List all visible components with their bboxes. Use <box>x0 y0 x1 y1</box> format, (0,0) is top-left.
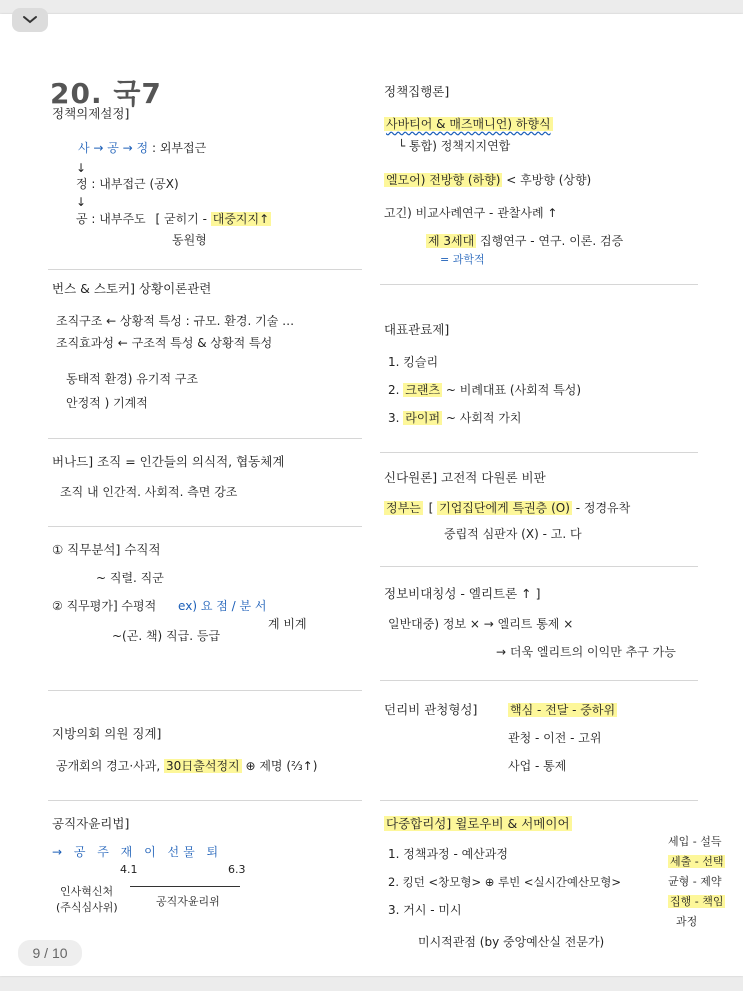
mobilization-line: 공 : 내부주도 [ 굳히기 - 대중지지↑ <box>76 212 270 226</box>
side-note-expenditure <box>668 854 725 870</box>
consolidation-text: 굳히기 - <box>163 212 211 226</box>
sabatier-text: 사바티어 & 매즈매니언) 하향식 <box>386 117 551 131</box>
arrow-down-icon: ↓ <box>76 195 87 209</box>
macro-micro-line: 3. 거시 - 미시 <box>388 903 462 917</box>
structure-line: 조직구조 ← 상황적 특성 : 규모. 환경. 기술 … <box>56 314 295 328</box>
info-asymmetry-line2: → 더욱 엘리트의 이익만 추구 가능 <box>496 645 676 659</box>
neo-pluralism-line1: 정부는 [ 기업집단에게 특권층 (O) - 정경유착 <box>386 501 631 515</box>
policy-agenda-heading: 정책의제설정] <box>52 106 130 121</box>
multiple-rationality-text: 다중합리성] 윌로우비 & 서메이어 <box>386 816 570 831</box>
third-gen-desc: 집행연구 - 연구. 이론. 검증 <box>476 234 624 248</box>
agency-line: 관청 - 이전 - 고위 <box>508 731 602 745</box>
job-evaluation-label: ② 직무평가] 수평적 <box>52 599 157 613</box>
elmore-forward: 엘모어) 전방향 (하향) <box>386 173 501 187</box>
collusion-text: - 정경유착 <box>571 501 631 515</box>
expulsion-text: ⊕ 제명 (⅔↑) <box>241 759 318 773</box>
divider <box>48 800 362 801</box>
inside-access-line: 정 : 내부접근 (공X) <box>76 177 179 191</box>
neo-pluralism-heading: 신다원론] 고전적 다원론 비판 <box>384 470 546 485</box>
core-line <box>508 702 617 718</box>
divider <box>380 566 698 567</box>
divider <box>48 269 362 270</box>
barnard-line: 조직 내 인간적. 사회적. 측면 강조 <box>60 485 238 499</box>
local-council-line <box>56 758 317 774</box>
riper-name: 라이퍼 <box>405 411 441 425</box>
elmore-backward: < 후방향 (상향) <box>502 173 592 187</box>
outside-model-flow: 사 → 공 → 정 <box>78 141 149 155</box>
burns-stalker-heading: 번스 & 스토커] 상황이론관련 <box>52 281 212 296</box>
goggin-line: 고긴) 비교사례연구 - 관찰사례 ↑ <box>384 206 558 220</box>
outside-model-line <box>78 140 206 156</box>
bracket-line <box>130 886 240 887</box>
divider <box>380 284 698 285</box>
info-asymmetry-heading: 정보비대칭성 - 엘리트론 ↑ ] <box>384 586 541 601</box>
chevron-down-icon <box>22 15 38 25</box>
execution-text: 집행 - 책임 <box>670 895 724 908</box>
ethics-law-heading: 공직자윤리법] <box>52 816 130 831</box>
process-line: 1. 정책과정 - 예산과정 <box>388 847 508 861</box>
date-start: 4.1 <box>120 863 138 876</box>
mobilization-type: 동원형 <box>172 233 207 247</box>
divider <box>48 526 362 527</box>
effectiveness-line: 조직효과성 ← 구조적 특성 & 상황적 특성 <box>56 336 273 350</box>
method-types: 계 비계 <box>268 617 307 631</box>
job-evaluation-line <box>52 598 267 614</box>
business-privilege: 기업집단에게 특권층 (O) <box>439 501 570 515</box>
item-number: 3. <box>388 411 404 425</box>
kingdon-line: 2. 킹던 <창모형> ⊕ 루빈 <실시간예산모형> <box>388 875 621 889</box>
info-asymmetry-line1: 일반대중) 정보 × → 엘리트 통제 × <box>388 617 574 631</box>
dunleavy-heading: 던리비 관청형성] <box>384 702 478 717</box>
warning-text: 공개회의 경고·사과, <box>56 759 164 773</box>
public-support-text: 대중지지↑ <box>212 212 270 226</box>
advocacy-coalition-line: └ 통합) 정책지지연합 <box>398 139 511 153</box>
top-down-line <box>384 116 553 132</box>
kranz-name: 크랜츠 <box>405 383 441 397</box>
riper-line <box>388 410 522 426</box>
side-note-revenue: 세입 - 설득 <box>668 835 722 848</box>
ethics-law-mnemonic: → 공 주 재 이 선물 퇴 <box>52 845 223 859</box>
core-text: 핵심 - 전달 - 중하위 <box>510 703 616 717</box>
micro-view-line: 미시적관점 (by 중앙예산실 전문가) <box>418 935 605 949</box>
divider <box>380 680 698 681</box>
job-evaluation-methods: ex) 요 점 / 분 서 <box>178 599 267 613</box>
barnard-heading: 버나드] 조직 = 인간들의 의식적, 협동체계 <box>52 454 285 469</box>
collapse-button[interactable] <box>12 8 48 32</box>
outside-model-label: : 외부접근 <box>151 141 207 155</box>
kingsley-line: 1. 킹슬리 <box>388 355 439 369</box>
job-analysis-line: ~ 직렬. 직군 <box>96 571 164 585</box>
mobilization-label: 공 : 내부주도 <box>76 212 146 226</box>
dynamic-env-line: 동태적 환경) 유기적 구조 <box>66 372 199 386</box>
divider <box>48 690 362 691</box>
government-label: 정부는 <box>386 501 421 515</box>
stock-committee: (주식심사위) <box>56 901 118 914</box>
third-gen-label: 제 3세대 <box>428 234 475 248</box>
stable-env-line: 안정적 ) 기계적 <box>66 396 148 410</box>
item-number: 2. <box>388 383 404 397</box>
side-note-execution <box>668 894 725 910</box>
kranz-desc: ~ 비례대표 (사회적 특성) <box>442 383 582 397</box>
kranz-line <box>388 382 581 398</box>
page-title: 20. 국7 <box>50 77 162 110</box>
neo-pluralism-line2: 중립적 심판자 (X) - 고. 다 <box>444 527 582 541</box>
local-council-heading: 지방의회 의원 징계] <box>52 726 162 741</box>
riper-desc: ~ 사회적 가치 <box>442 411 522 425</box>
personnel-agency: 인사혁신처 <box>60 885 114 898</box>
divider <box>48 438 362 439</box>
suspension-text: 30日출석정지 <box>166 759 240 773</box>
divider <box>380 800 698 801</box>
scientific-note: = 과학적 <box>440 253 485 266</box>
ethics-committee: 공직자윤리위 <box>156 895 220 908</box>
policy-implementation-heading: 정책집행론] <box>384 84 450 99</box>
side-note-balance: 균형 - 제약 <box>668 875 722 888</box>
business-line: 사업 - 통제 <box>508 759 567 773</box>
third-gen-line <box>426 233 623 249</box>
representative-bureaucracy-heading: 대표관료제] <box>384 322 450 337</box>
expenditure-text: 세출 - 선택 <box>670 855 724 868</box>
job-analysis-heading: ① 직무분석] 수직적 <box>52 542 161 557</box>
job-evaluation-result: ~(곤. 책) 직급. 등급 <box>112 629 221 643</box>
multiple-rationality-heading <box>384 816 572 832</box>
elmore-line <box>384 172 591 188</box>
date-end: 6.3 <box>228 863 246 876</box>
divider <box>380 452 698 453</box>
arrow-down-icon: ↓ <box>76 161 87 175</box>
side-note-process: 과정 <box>676 915 698 928</box>
page-indicator: 9 / 10 <box>18 940 82 966</box>
note-page <box>0 14 743 976</box>
